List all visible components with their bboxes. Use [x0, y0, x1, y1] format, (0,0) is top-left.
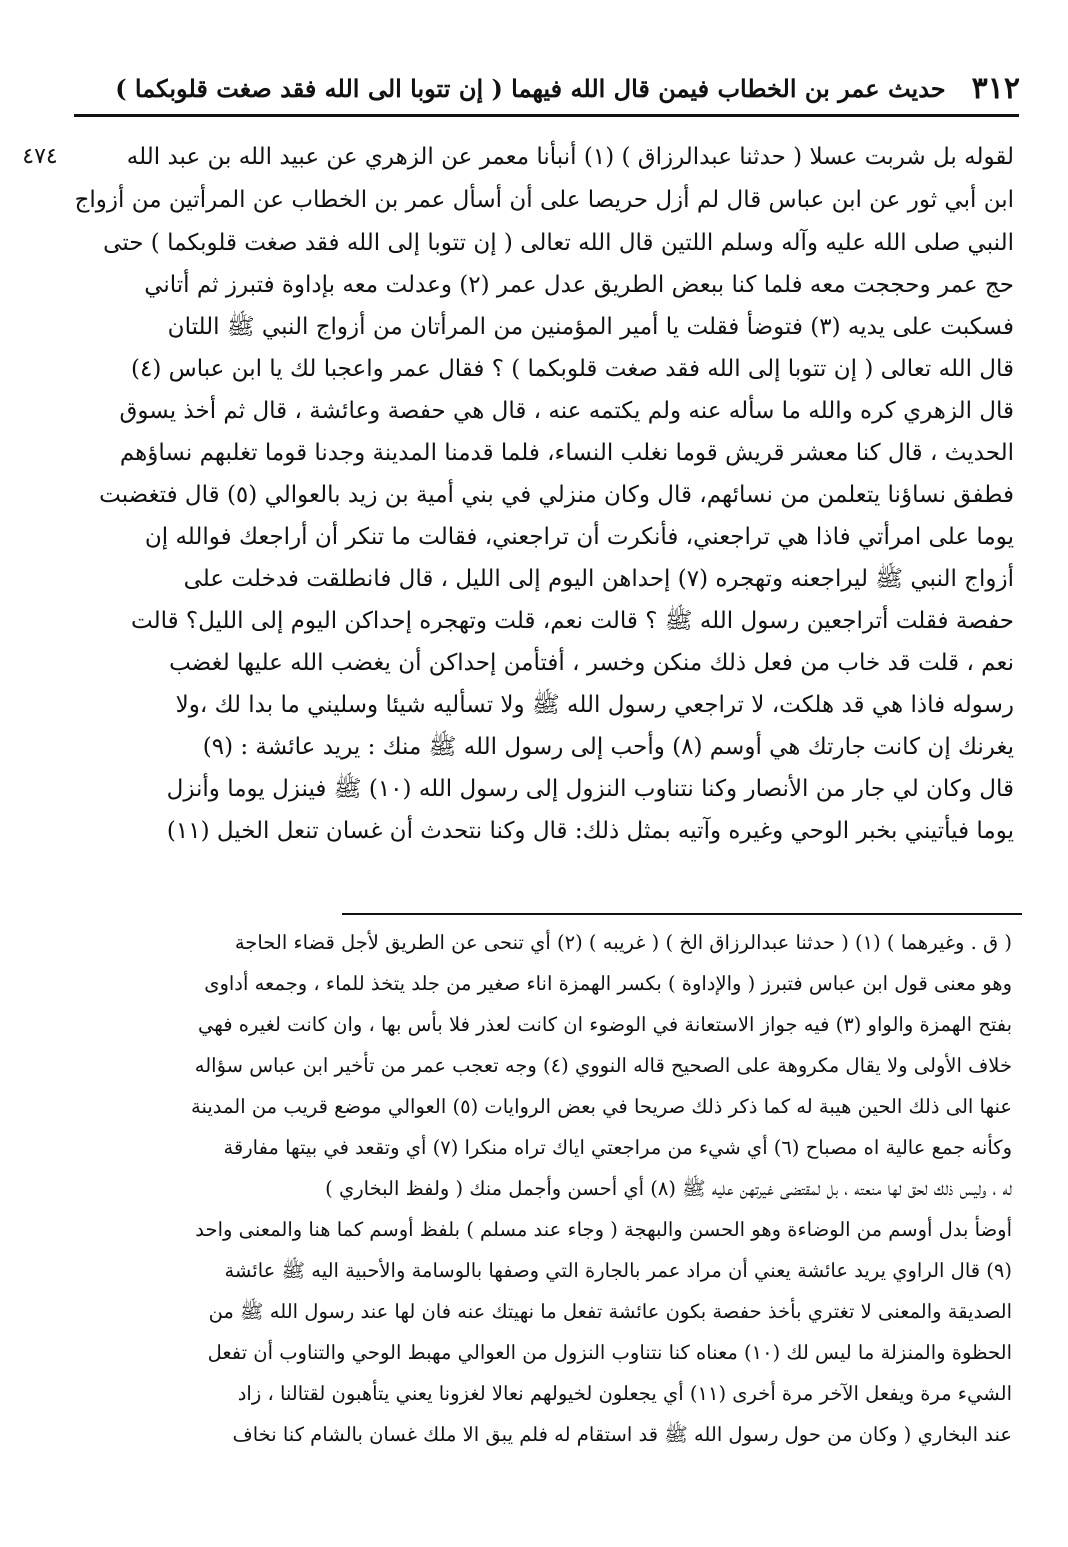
footnote-line: الصديقة والمعنى لا تغتري بأخذ حفصة بكون عائشة تفعل ما نهيتك عنه فان لها عند رسول الله ﷺ من	[208, 1300, 1012, 1323]
footnote-line: الحظوة والمنزلة ما ليس لك (١٠) معناه كنا نتناوب النزول من العوالي مهبط الوحي والتناوب أن تفعل	[207, 1341, 1012, 1364]
footnote-line: (٩) قال الراوي يريد عائشة يعني أن مراد عمر بالجارة التي وصفها بالوسامة والأحبية اليه ﷺ عائشة	[224, 1259, 1012, 1282]
footnote-line: عند البخاري ( وكان من حول رسول الله ﷺ قد استقام له فلم يبق الا ملك غسان بالشام كنا نخاف	[232, 1423, 1012, 1446]
main-text-line: حفصة فقلت أتراجعين رسول الله ﷺ ؟ قالت نعم، قلت وتهجره إحداكن اليوم إلى الليل؟ قالت	[130, 608, 1014, 634]
main-text-line: نعم ، قلت قد خاب من فعل ذلك منكن وخسر ، أفتأمن إحداكن أن يغضب الله عليها لغضب	[169, 650, 1014, 676]
footnote-line: بفتح الهمزة والواو (٣) فيه جواز الاستعانة في الوضوء ان كانت لعذر فلا بأس بها ، وان كانت لغيره فهي	[198, 1013, 1012, 1036]
main-text-line: قال الزهري كره والله ما سأله عنه ولم يكتمه عنه ، قال هي حفصة وعائشة ، قال ثم أخذ يسوق	[119, 398, 1014, 424]
footnote-rule	[342, 913, 1022, 915]
footnote-line: خلاف الأولى ولا يقال مكروهة على الصحيح قاله النووي (٤) وجه تعجب عمر من تأخير ابن عباس سؤاله	[194, 1054, 1012, 1077]
main-text-line: أزواج النبي ﷺ ليراجعنه وتهجره (٧) إحداهن اليوم إلى الليل ، قال فانطلقت فدخلت على	[183, 566, 1014, 592]
footnote-line: ( ق . وغيرهما ) (١) ( حدثنا عبدالرزاق الخ ) ( غريبه ) (٢) أي تنحى عن الطريق لأجل قضاء الحاجة	[234, 931, 1012, 954]
main-text-line: قال الله تعالى ( إن تتوبا إلى الله فقد صغت قلوبكما ) ؟ فقال عمر واعجبا لك يا ابن عباس (٤)	[131, 356, 1014, 382]
main-text-line: ابن أبي ثور عن ابن عباس قال لم أزل حريصا على أن أسأل عمر بن الخطاب عن المرأتين من أزواج	[74, 187, 1014, 213]
main-text-line: حج عمر وحججت معه فلما كنا ببعض الطريق عدل عمر (٢) وعدلت معه بإداوة فتبرز ثم أتاني	[144, 272, 1014, 298]
main-text-line: الحديث ، قال كنا معشر قريش قوما نغلب النساء، فلما قدمنا المدينة وجدنا قوما تغلبهم نساؤهم	[119, 440, 1014, 466]
main-text-line: قال وكان لي جار من الأنصار وكنا نتناوب النزول إلى رسول الله (١٠) ﷺ فينزل يوما وأنزل	[166, 776, 1014, 802]
running-title: حديث عمر بن الخطاب فيمن قال الله فيهما ( إن تتوبا الى الله فقد صغت قلوبكما )	[115, 73, 946, 103]
page-number: ٣١٢	[971, 70, 1020, 106]
main-text-line: يغرنك إن كانت جارتك هي أوسم (٨) وأحب إلى رسول الله ﷺ منك : يريد عائشة : (٩)	[202, 734, 1014, 760]
footnote-line: الشيء مرة ويفعل الآخر مرة أخرى (١١) أي يجعلون لخيولهم نعالا لغزونا يعني يتأهبون لقتالنا ، زاد	[237, 1382, 1012, 1405]
hadith-number: ٤٧٤	[22, 144, 58, 169]
footnote-line: عنها الى ذلك الحين هيبة له كما ذكر ذلك صريحا في بعض الروايات (٥) العوالي موضع قريب من المدينة	[191, 1095, 1012, 1118]
footnote-line: وهو معنى قول ابن عباس فتبرز ( والإداوة ) بكسر الهمزة اناء صغير من جلد يتخذ للماء ، وجمعه أداوى	[204, 972, 1012, 995]
header-rule	[74, 114, 1019, 117]
main-text-line: فسكبت على يديه (٣) فتوضأ فقلت يا أمير المؤمنين من المرأتان من أزواج النبي ﷺ اللتان	[167, 314, 1014, 340]
footnote-line: وكأنه جمع عالية اه مصباح (٦) أي شيء من مراجعتي اياك تراه منكرا (٧) أي وتقعد في بيتها مفارقة	[223, 1136, 1012, 1159]
main-text-line: فطفق نساؤنا يتعلمن من نسائهم، قال وكان منزلي في بني أمية بن زيد بالعوالي (٥) قال فتغضبت	[99, 482, 1014, 508]
main-text-line: رسوله فاذا هي قد هلكت، لا تراجعي رسول الله ﷺ ولا تسأليه شيئا وسليني ما بدا لك ،ولا	[175, 692, 1014, 718]
footnote-line: له ، وليس ذلك لحق لها منعته ، بل لمقتضى غيرتهن عليه ﷺ (٨) أي أحسن وأجمل منك ( ولفظ البخاري )	[325, 1177, 1012, 1200]
main-text-line: يوما فيأتيني بخبر الوحي وغيره وآتيه بمثل ذلك: قال وكنا نتحدث أن غسان تنعل الخيل (١١)	[166, 818, 1014, 844]
footnote-line: أوضأ بدل أوسم من الوضاءة وهو الحسن والبهجة ( وجاء عند مسلم ) بلفظ أوسم كما هنا والمعنى واحد	[195, 1218, 1012, 1241]
main-text-line: النبي صلى الله عليه وآله وسلم اللتين قال الله تعالى ( إن تتوبا إلى الله فقد صغت قلوبكما ) حتى	[103, 230, 1014, 256]
main-text-line: لقوله بل شربت عسلا ( حدثنا عبدالرزاق ) (١) أنبأنا معمر عن الزهري عن عبيد الله بن عبد الله	[126, 144, 1014, 170]
main-text-line: يوما على امرأتي فاذا هي تراجعني، فأنكرت أن تراجعني، فقالت ما تنكر أن أراجعك فوالله إن	[144, 524, 1014, 550]
page-header	[70, 66, 1020, 110]
